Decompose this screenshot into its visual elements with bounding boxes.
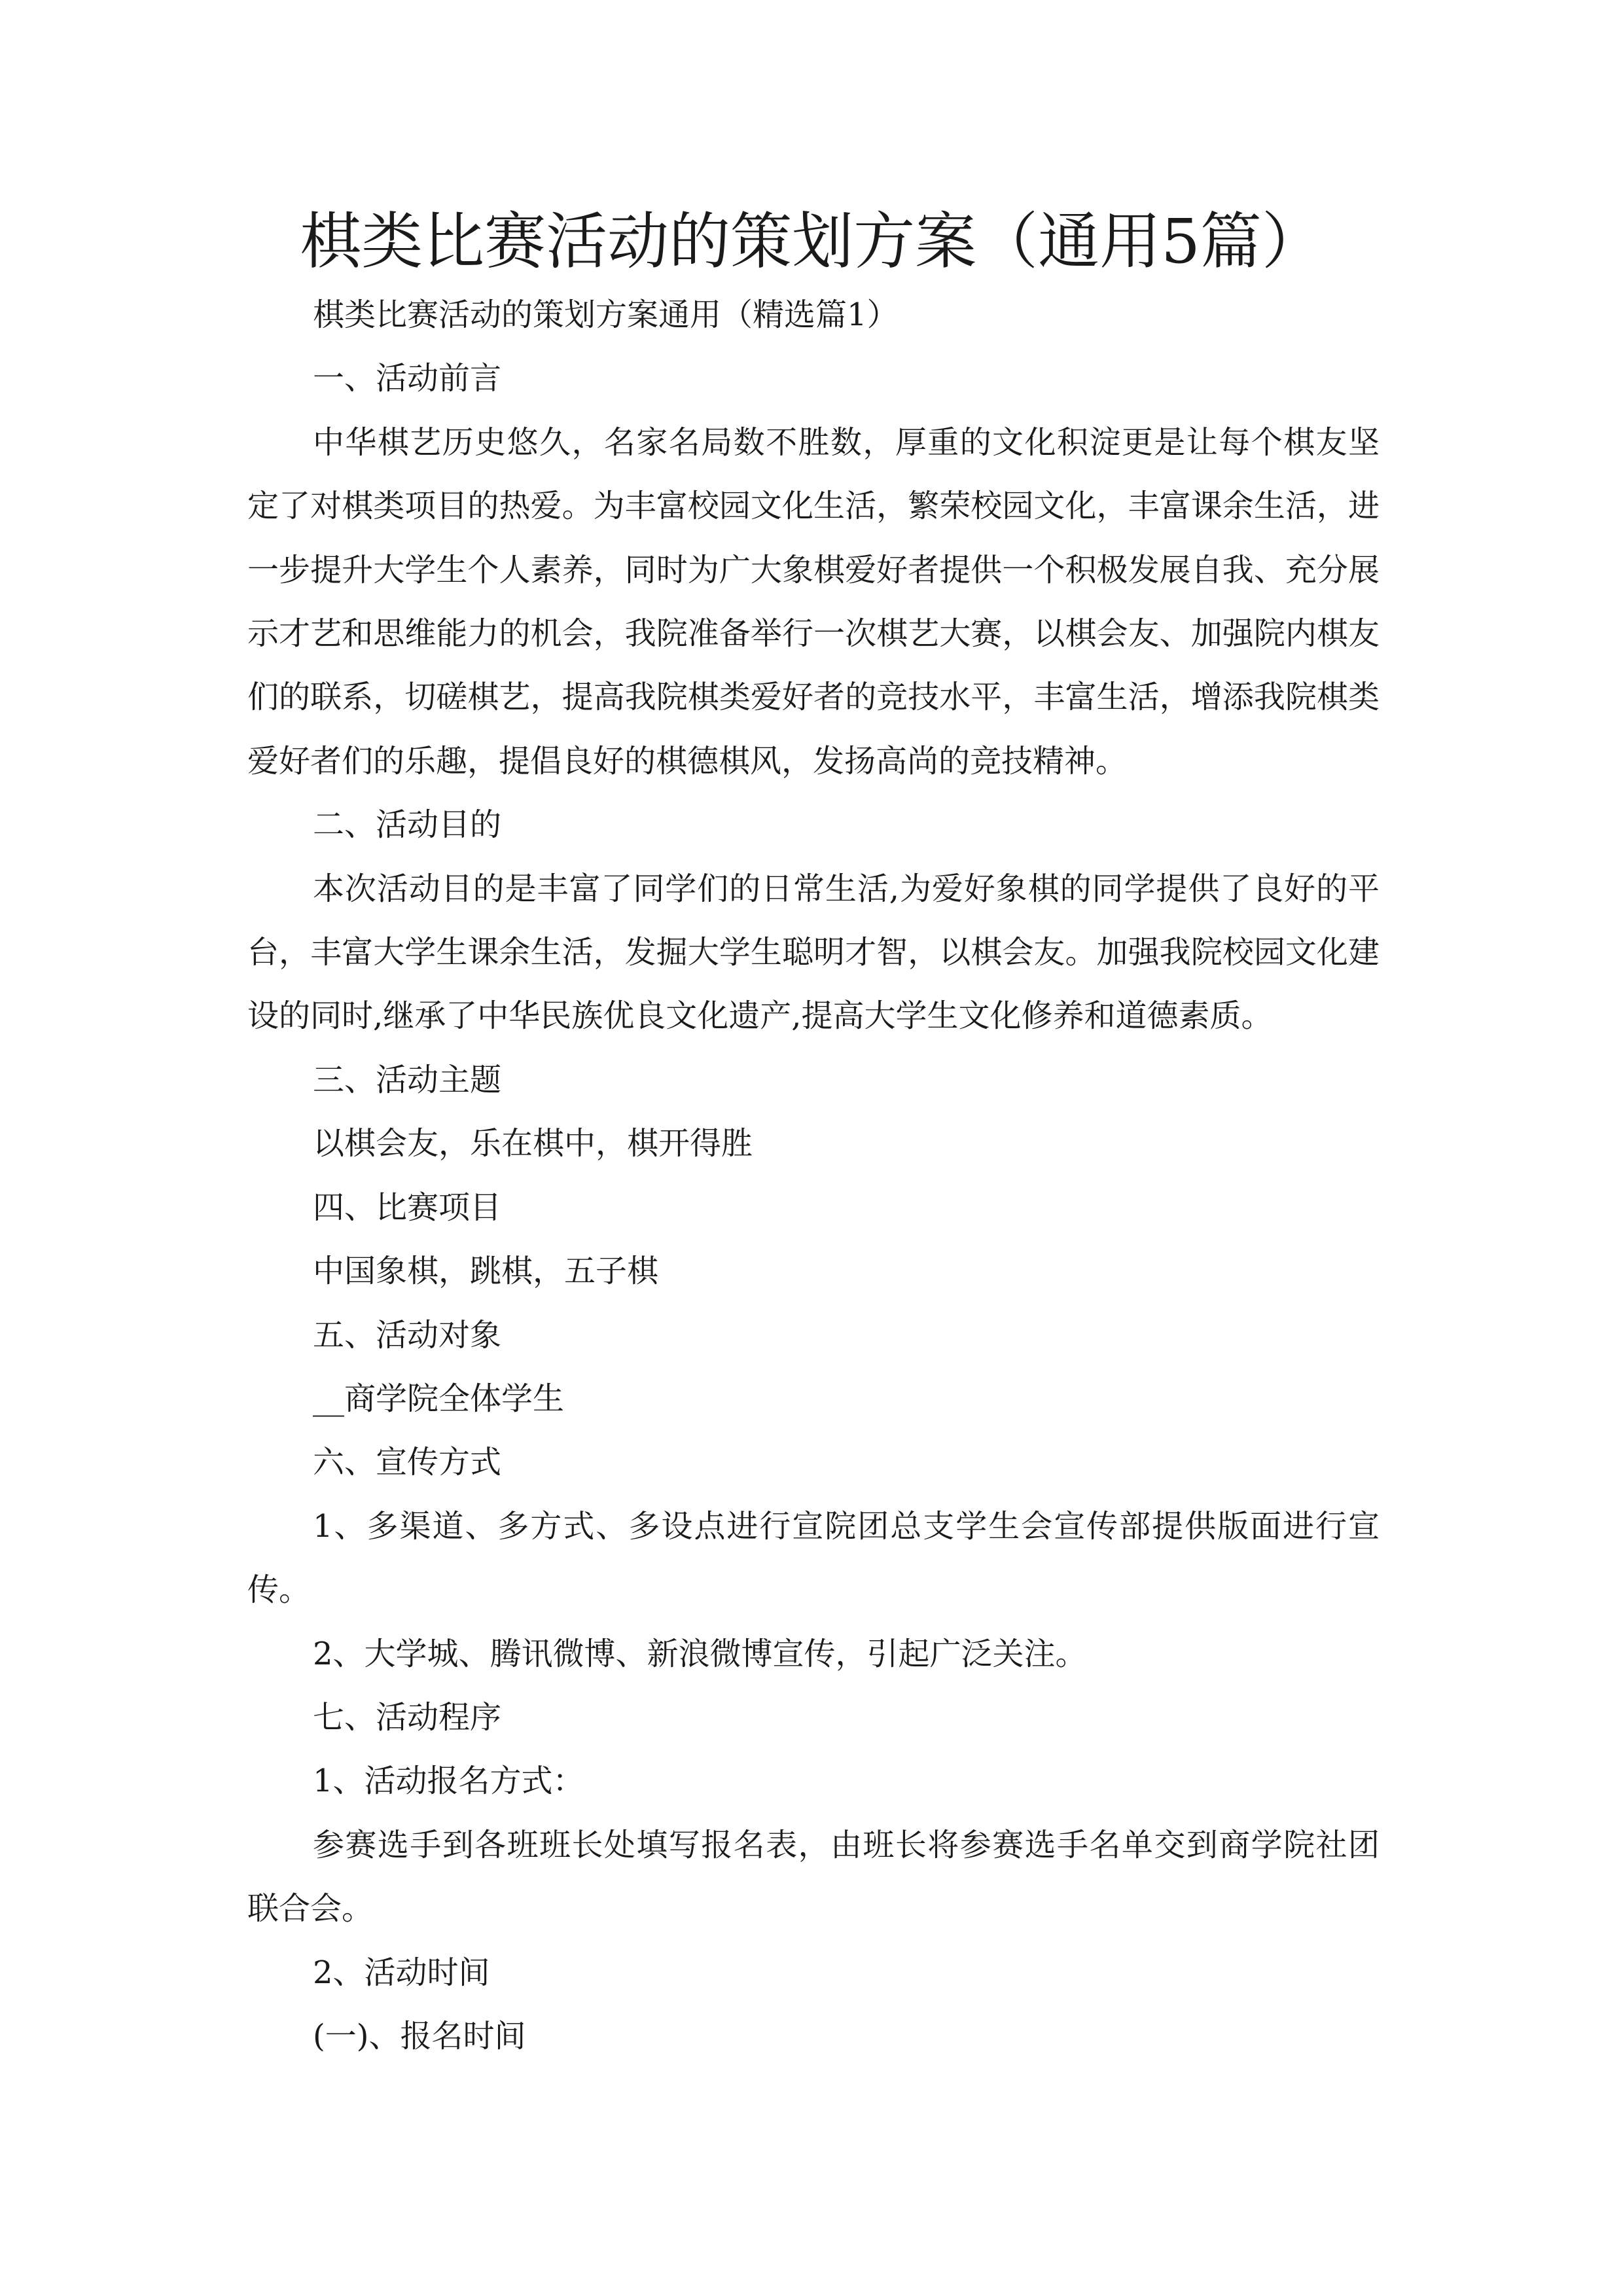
body-paragraph: 本次活动目的是丰富了同学们的日常生活,为爱好象棋的同学提供了良好的平台，丰富大学生课余生活，发掘大学生聪明才智，以棋会友。加强我院校园文化建设的同时,继承了中华民族优良文化遗产,提高大学生文化修养和道德素质。: [247, 870, 1380, 1035]
document-body: [247, 283, 1380, 2068]
section-heading: 五、活动对象: [313, 1316, 502, 1354]
body-paragraph: 2、大学城、腾讯微博、新浪微博宣传，引起广泛关注。: [313, 1635, 1087, 1672]
section-heading: 七、活动程序: [313, 1698, 502, 1736]
body-paragraph: (一)、报名时间: [313, 2017, 526, 2054]
body-paragraph: 1、多渠道、多方式、多设点进行宣院团总支学生会宣传部提供版面进行宣传。: [247, 1507, 1380, 1609]
body-paragraph: __商学院全体学生: [313, 1380, 565, 1417]
body-paragraph: 中国象棋，跳棋，五子棋: [313, 1253, 659, 1290]
section-heading: 六、宣传方式: [313, 1444, 502, 1481]
section-heading: 二、活动目的: [313, 806, 502, 844]
section-heading: 一、活动前言: [313, 360, 502, 397]
body-paragraph: 1、活动报名方式：: [313, 1763, 584, 1800]
subtitle-paragraph: 棋类比赛活动的策划方案通用（精选篇1）: [313, 296, 899, 333]
body-paragraph: 参赛选手到各班班长处填写报名表，由班长将参赛选手名单交到商学院社团联合会。: [247, 1826, 1380, 1928]
body-paragraph: 以棋会友，乐在棋中，棋开得胜: [313, 1125, 753, 1162]
body-paragraph: 中华棋艺历史悠久，名家名局数不胜数，厚重的文化积淀更是让每个棋友坚定了对棋类项目的热爱。为丰富校园文化生活，繁荣校园文化，丰富课余生活，进一步提升大学生个人素养，同时为广大象棋爱好者提供一个积极发展自我、充分展示才艺和思维能力的机会，我院准备举行一次棋艺大赛，以棋会友、加强院内棋友们的联系，切磋棋艺，提高我院棋类爱好者的竞技水平，丰富生活，增添我院棋类爱好者们的乐趣，提倡良好的棋德棋风，发扬高尚的竞技精神。: [247, 423, 1380, 780]
body-paragraph: 2、活动时间: [313, 1954, 490, 1991]
document-title: 棋类比赛活动的策划方案（通用5篇）: [300, 206, 1323, 278]
section-heading: 四、比赛项目: [313, 1189, 502, 1226]
section-heading: 三、活动主题: [313, 1061, 502, 1098]
